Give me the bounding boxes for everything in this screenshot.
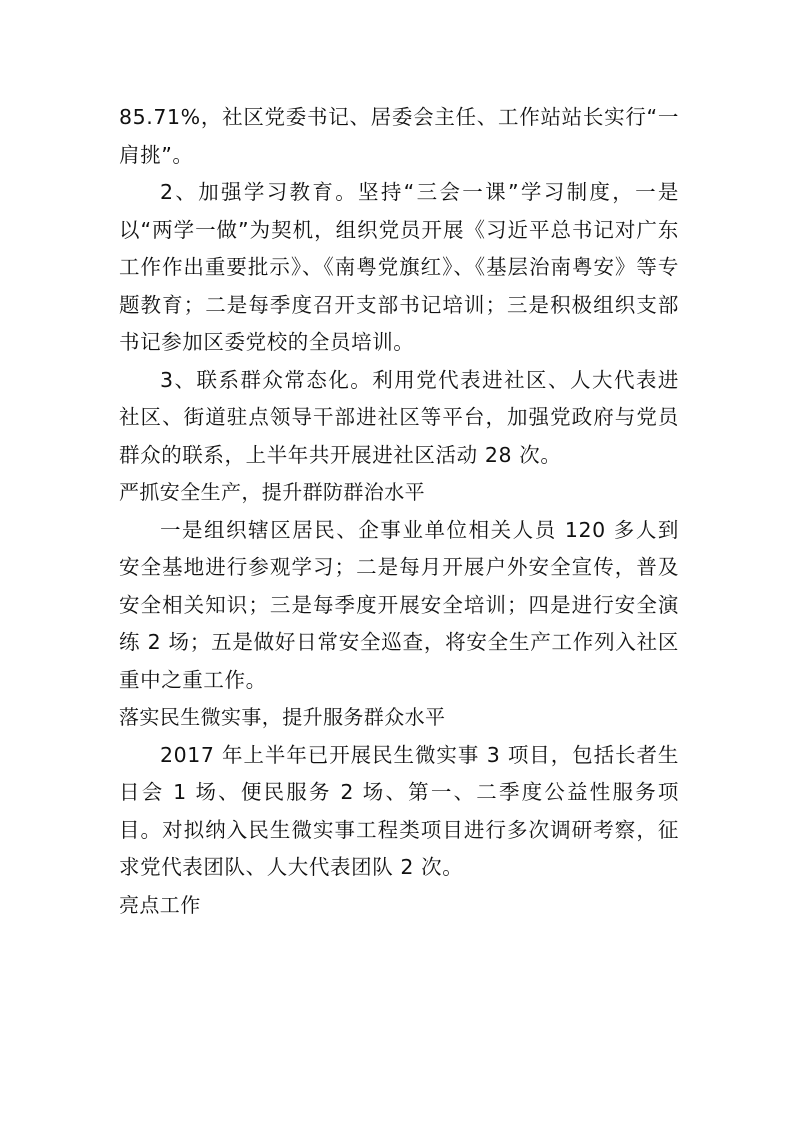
paragraph-contact-masses: 3、联系群众常态化。利用党代表进社区、人大代表进社区、街道驻点领导干部进社区等平台，加强党政府与党员群众的联系，上半年共开展进社区活动 28 次。: [119, 367, 679, 467]
section-heading-highlights: 亮点工作: [119, 892, 201, 917]
paragraph-livelihood-projects: 2017 年上半年已开展民生微实事 3 项目，包括长者生日会 1 场、便民服务 2 场、第一、二季度公益性服务项目。对拟纳入民生微实事工程类项目进行多次调研考察，征求党代表团队、人大代表团队 2 次。: [119, 742, 679, 879]
paragraph-party-stats: 85.71%，社区党委书记、居委会主任、工作站站长实行“一肩挑”。: [119, 105, 679, 167]
paragraph-study-education: 2、加强学习教育。坚持“三会一课”学习制度，一是以“两学一做”为契机，组织党员开展《习近平总书记对广东工作作出重要批示》、《南粤党旗红》、《基层治南粤安》等专题教育；二是每季度召开支部书记培训；三是积极组织支部书记参加区委党校的全员培训。: [119, 180, 679, 354]
paragraph-safety-work: 一是组织辖区居民、企事业单位相关人员 120 多人到安全基地进行参观学习；二是每月开展户外安全宣传，普及安全相关知识；三是每季度开展安全培训；四是进行安全演练 2 场；五是做好日常安全巡查，将安全生产工作列入社区重中之重工作。: [119, 517, 679, 692]
document-body: [119, 99, 679, 924]
section-heading-safety: 严抓安全生产，提升群防群治水平: [119, 480, 425, 504]
section-heading-livelihood: 落实民生微实事，提升服务群众水平: [119, 705, 446, 729]
